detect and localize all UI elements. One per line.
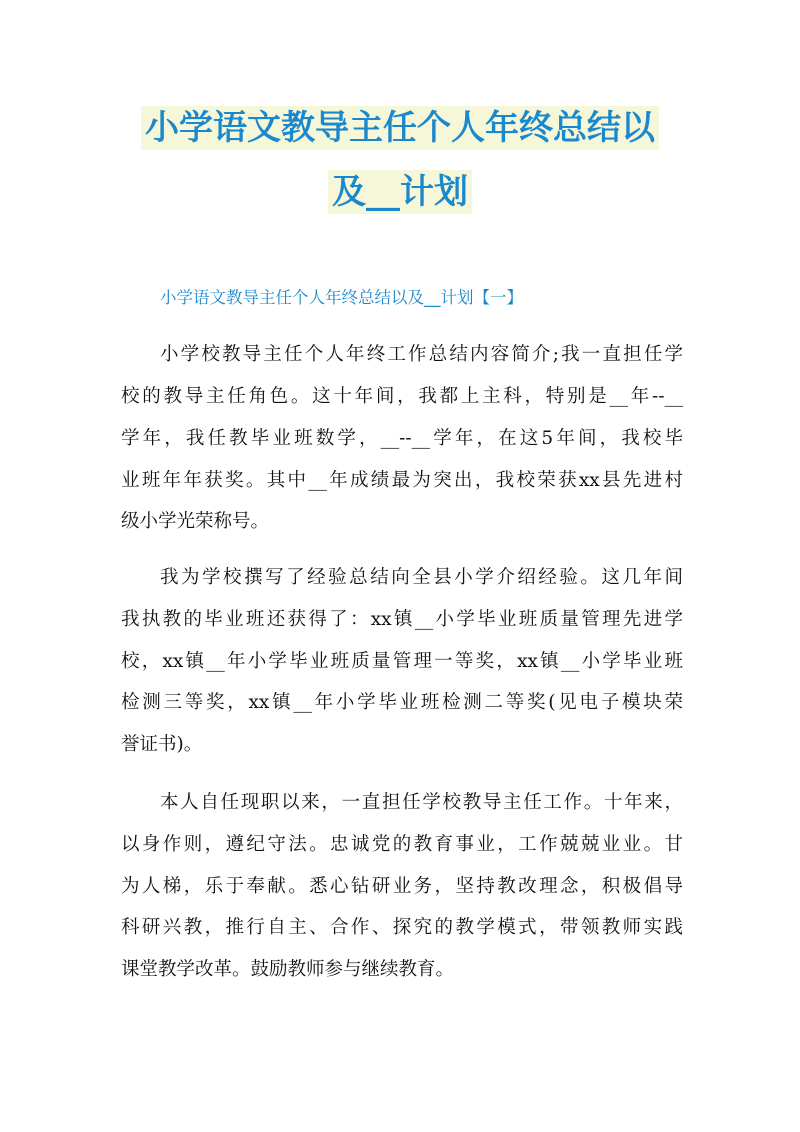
paragraph-2-line: 我执教的毕业班还获得了：xx镇__小学毕业班质量管理先进学 [121, 609, 683, 630]
section-heading: 小学语文教导主任个人年终总结以及__计划【一】 [160, 288, 523, 307]
paragraph-2-line: 检测三等奖，xx镇__年小学毕业班检测二等奖(见电子模块荣 [121, 692, 683, 713]
paragraph-3-line: 为人梯，乐于奉献。悉心钻研业务，坚持教改理念，积极倡导 [121, 876, 683, 897]
paragraph-1-line: 小学校教导主任个人年终工作总结内容简介;我一直担任学 [160, 344, 683, 365]
paragraph-3-line: 课堂教学改革。鼓励教师参与继续教育。 [121, 959, 455, 980]
document-title-line-1 [0, 106, 800, 150]
paragraph-2-line: 校，xx镇__年小学毕业班质量管理一等奖，xx镇__小学毕业班 [121, 651, 683, 672]
paragraph-3-line: 科研兴教，推行自主、合作、探究的教学模式，带领教师实践 [121, 917, 683, 938]
document-title-line-2 [0, 170, 800, 214]
title-text: 小学语文教导主任个人年终总结以 [141, 106, 659, 150]
paragraph-3-line: 本人自任现职以来，一直担任学校教导主任工作。十年来， [160, 792, 683, 813]
paragraph-1-line: 校的教导主任角色。这十年间，我都上主科，特别是__年--__ [121, 386, 683, 407]
paragraph-1-line: 学年，我任教毕业班数学，__--__学年，在这5年间，我校毕 [121, 428, 683, 449]
paragraph-1-line: 级小学光荣称号。 [121, 511, 270, 532]
paragraph-3-line: 以身作则，遵纪守法。忠诚党的教育事业，工作兢兢业业。甘 [121, 834, 683, 855]
paragraph-2-line: 誉证书)。 [121, 734, 203, 755]
paragraph-2-line: 我为学校撰写了经验总结向全县小学介绍经验。这几年间 [160, 567, 683, 588]
title-text: 及__计划 [328, 170, 472, 214]
paragraph-1-line: 业班年年获奖。其中__年成绩最为突出，我校荣获xx县先进村 [121, 470, 683, 491]
